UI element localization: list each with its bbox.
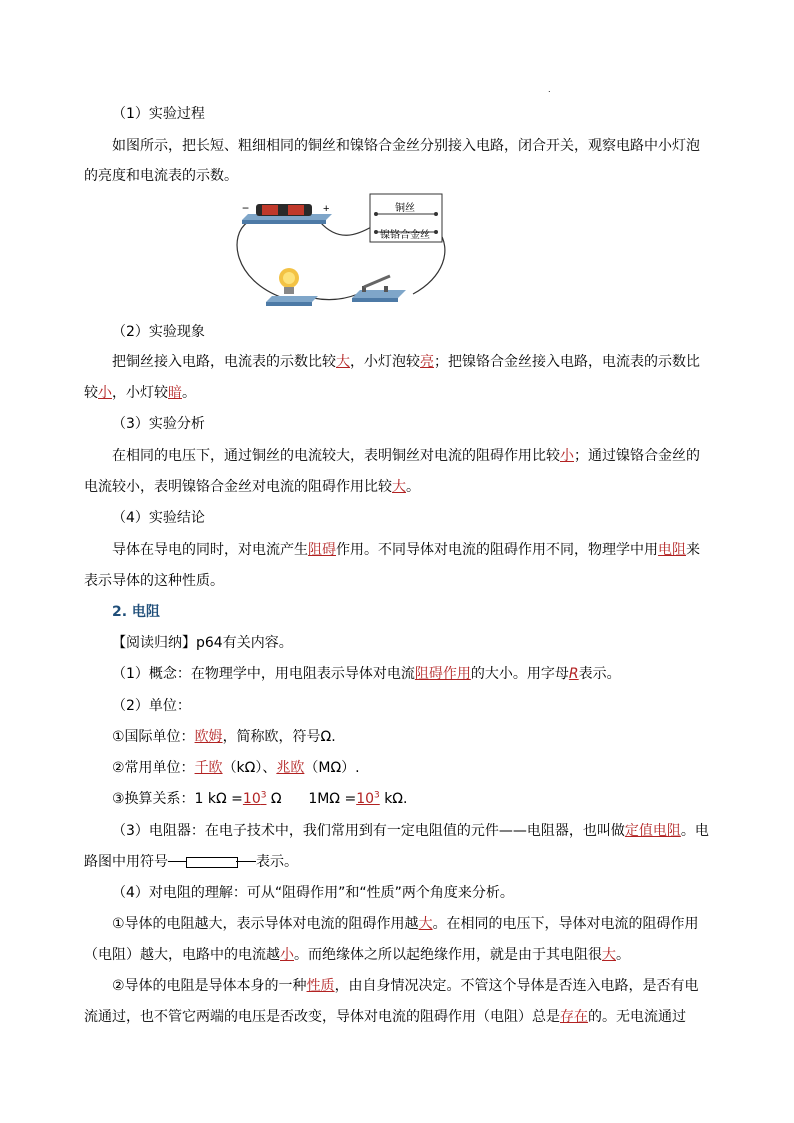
switch-icon [352,276,406,302]
section-title-resistance: 2. 电阻 [112,604,160,620]
answer-blank: 小 [560,448,574,464]
copper-wire-label: 铜丝 [395,203,415,214]
text: 。在相同的电压下，导体对电流的阻碍作用 [432,916,699,932]
answer-blank: 性质 [306,978,335,994]
text: 作用。不同导体对电流的阻碍作用不同，物理学中用 [336,542,658,558]
exponent: 3 [260,790,267,801]
text: kΩ. [379,791,408,807]
text: ②常用单位： [112,760,195,776]
paragraph-line [84,945,630,965]
text: （电阻）越大，电路中的电流越 [84,947,280,963]
section-heading-analysis: （3）实验分析 [112,416,205,432]
paragraph-line [84,852,298,872]
text: 来 [686,542,700,558]
answer-blank: 定值电阻 [624,823,681,839]
plus-label: + [323,203,330,215]
wire-board-icon [370,194,442,242]
text: ，小灯泡较 [350,354,420,370]
text: 导体在导电的同时，对电流产生 [112,542,308,558]
paragraph-line [112,821,709,841]
answer-blank: 10 [242,791,261,807]
text: 把铜丝接入电路，电流表的示数比较 [112,354,336,370]
paragraph-line [84,383,196,403]
text: 路图中用符号 [84,854,168,870]
paragraph-line [84,477,420,497]
paragraph-line [112,976,699,996]
section-heading-conclusion: （4）实验结论 [112,510,205,526]
text: ；通过镍铬合金丝的 [574,448,700,464]
answer-blank: 大 [602,947,616,963]
paragraph-line [112,789,407,809]
paragraph-line [112,446,700,466]
paragraph-line: 表示导体的这种性质。 [84,573,224,589]
text: ，简称欧，符号Ω. [222,729,336,745]
text: （kΩ）、 [222,760,277,776]
text: 在相同的电压下，通过铜丝的电流较大，表明铜丝对电流的阻碍作用比较 [112,448,560,464]
answer-blank: 大 [336,354,350,370]
text: 。电 [680,823,709,839]
text: ①国际单位： [112,729,195,745]
text: Ω 1MΩ = [266,791,357,807]
text: ②导体的电阻是导体本身的一种 [112,978,307,994]
text: ；把镍铬合金丝接入电路，电流表的示数比 [434,354,700,370]
text: （1）概念：在物理学中，用电阻表示导体对电流 [112,666,415,682]
paragraph-line [112,352,700,372]
paragraph-line [84,1007,686,1027]
text: 流通过，也不管它两端的电压是否改变，导体对电流的阻碍作用（电阻）总是 [84,1009,560,1025]
section-heading-phenomenon: （2）实验现象 [112,324,205,340]
answer-blank: 存在 [560,1009,588,1025]
paragraph-line [112,727,336,747]
text: 。 [406,479,420,495]
resistor-symbol-icon [168,856,256,868]
text: 表示。 [578,666,621,682]
paragraph-line: 【阅读归纳】p64有关内容。 [112,635,293,651]
text: （MΩ）. [304,760,360,776]
nichrome-wire-label: 镍铬合金丝 [380,230,430,241]
paragraph-line [112,540,700,560]
paragraph-line [112,758,360,778]
answer-blank: 大 [418,916,433,932]
paragraph-line: 如图所示，把长短、粗细相同的铜丝和镍铬合金丝分别接入电路，闭合开关，观察电路中小灯泡 [112,138,700,154]
answer-blank: R [568,666,579,682]
text: 的大小。用字母 [470,666,569,682]
text: 。而绝缘体之所以起绝缘作用，就是由于其电阻很 [294,947,602,963]
answer-blank: 亮 [420,354,434,370]
text: 的。无电流通过 [588,1009,686,1025]
text: ③换算关系：1 kΩ = [112,791,243,807]
text: 电流较小，表明镍铬合金丝对电流的阻碍作用比较 [84,479,392,495]
answer-blank: 欧姆 [194,729,223,745]
paragraph-line: （4）对电阻的理解：可从“阻碍作用”和“性质”两个角度来分析。 [112,885,514,901]
answer-blank: 小 [280,947,294,963]
exponent: 3 [374,790,380,801]
text: 。 [616,947,630,963]
text: ，由自身情况决定。不管这个导体是否连入电路，是否有电 [334,978,699,994]
answer-blank: 兆欧 [276,760,305,776]
text: ①导体的电阻越大，表示导体对电流的阻碍作用越 [112,916,419,932]
circuit-diagram [228,190,458,315]
answer-blank: 阻碍 [308,542,336,558]
answer-blank: 小 [98,385,112,401]
text: （3）电阻器：在电子技术中，我们常用到有一定电阻值的元件——电阻器，也叫做 [112,823,625,839]
section-heading-process: （1）实验过程 [112,106,205,122]
answer-blank: 暗 [168,385,182,401]
light-bulb-icon [266,268,318,306]
text: 。 [182,385,196,401]
text: 表示。 [256,854,298,870]
answer-blank: 千欧 [194,760,223,776]
text: ，小灯较 [112,385,168,401]
minus-label: − [242,201,250,215]
stray-dot: . [548,85,551,94]
paragraph-line: （2）单位： [112,698,191,714]
paragraph-line: 的亮度和电流表的示数。 [84,168,238,184]
battery-holder-icon [242,204,332,224]
paragraph-line [112,664,621,684]
answer-blank: 大 [392,479,406,495]
answer-blank: 电阻 [658,542,686,558]
paragraph-line [112,914,699,934]
text: 较 [84,385,98,401]
answer-blank: 10 [356,791,375,807]
answer-blank: 阻碍作用 [414,666,471,682]
